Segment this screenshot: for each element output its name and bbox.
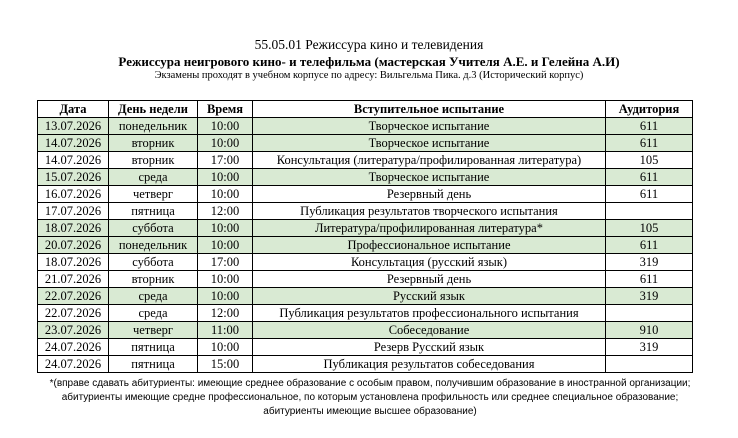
- cell-time: 10:00: [198, 237, 253, 254]
- schedule-table: [37, 100, 693, 373]
- schedule-body: [38, 118, 693, 373]
- cell-date: 18.07.2026: [38, 254, 109, 271]
- cell-time: 12:00: [198, 203, 253, 220]
- table-row: [38, 186, 693, 203]
- cell-room: [606, 356, 693, 373]
- table-row: [38, 203, 693, 220]
- cell-weekday: вторник: [109, 271, 198, 288]
- table-row: [38, 135, 693, 152]
- table-row: [38, 169, 693, 186]
- cell-weekday: среда: [109, 169, 198, 186]
- cell-exam: Резервный день: [253, 186, 606, 203]
- cell-weekday: суббота: [109, 220, 198, 237]
- table-row: [38, 220, 693, 237]
- table-header-row: [38, 101, 693, 118]
- column-header-time: Время: [198, 101, 253, 118]
- cell-room: 611: [606, 169, 693, 186]
- cell-date: 22.07.2026: [38, 288, 109, 305]
- cell-weekday: среда: [109, 305, 198, 322]
- column-header-room: Аудитория: [606, 101, 693, 118]
- cell-weekday: вторник: [109, 135, 198, 152]
- table-row: [38, 118, 693, 135]
- cell-exam: Консультация (литература/профилированная литература): [253, 152, 606, 169]
- cell-date: 17.07.2026: [38, 203, 109, 220]
- cell-time: 15:00: [198, 356, 253, 373]
- cell-date: 13.07.2026: [38, 118, 109, 135]
- cell-exam: Творческое испытание: [253, 118, 606, 135]
- cell-weekday: среда: [109, 288, 198, 305]
- table-row: [38, 339, 693, 356]
- cell-weekday: пятница: [109, 339, 198, 356]
- cell-time: 10:00: [198, 271, 253, 288]
- cell-time: 10:00: [198, 288, 253, 305]
- cell-exam: Резервный день: [253, 271, 606, 288]
- table-row: [38, 152, 693, 169]
- cell-date: 18.07.2026: [38, 220, 109, 237]
- cell-time: 10:00: [198, 220, 253, 237]
- cell-room: 319: [606, 288, 693, 305]
- cell-time: 10:00: [198, 169, 253, 186]
- cell-exam: Консультация (русский язык): [253, 254, 606, 271]
- cell-exam: Профессиональное испытание: [253, 237, 606, 254]
- cell-date: 14.07.2026: [38, 135, 109, 152]
- cell-time: 11:00: [198, 322, 253, 339]
- cell-time: 10:00: [198, 339, 253, 356]
- program-code-title: 55.05.01 Режиссура кино и телевидения: [254, 37, 484, 52]
- cell-exam: Литература/профилированная литература*: [253, 220, 606, 237]
- cell-exam: Публикация результатов собеседования: [253, 356, 606, 373]
- cell-weekday: понедельник: [109, 118, 198, 135]
- cell-date: 24.07.2026: [38, 356, 109, 373]
- cell-weekday: понедельник: [109, 237, 198, 254]
- footnote: *(вправе сдавать абитуриенты: имеющие среднее образование с особым правом, получившим образование в иностранной организации; абитуриенты имеющие средне профессиональное, по которым установлена профильность или среднее специальное образование; абитуриенты имеющие высшее образование): [49, 378, 691, 417]
- cell-date: 16.07.2026: [38, 186, 109, 203]
- cell-exam: Творческое испытание: [253, 169, 606, 186]
- cell-room: 105: [606, 220, 693, 237]
- table-row: [38, 271, 693, 288]
- cell-time: 17:00: [198, 152, 253, 169]
- cell-time: 17:00: [198, 254, 253, 271]
- cell-exam: Публикация результатов профессионального испытания: [253, 305, 606, 322]
- cell-date: 14.07.2026: [38, 152, 109, 169]
- cell-weekday: вторник: [109, 152, 198, 169]
- cell-exam: Творческое испытание: [253, 135, 606, 152]
- cell-room: 611: [606, 135, 693, 152]
- table-row: [38, 254, 693, 271]
- cell-date: 21.07.2026: [38, 271, 109, 288]
- cell-time: 12:00: [198, 305, 253, 322]
- column-header-date: Дата: [38, 101, 109, 118]
- cell-date: 15.07.2026: [38, 169, 109, 186]
- cell-date: 23.07.2026: [38, 322, 109, 339]
- cell-weekday: четверг: [109, 322, 198, 339]
- cell-exam: Публикация результатов творческого испытания: [253, 203, 606, 220]
- cell-time: 10:00: [198, 118, 253, 135]
- cell-room: [606, 305, 693, 322]
- cell-date: 22.07.2026: [38, 305, 109, 322]
- cell-exam: Собеседование: [253, 322, 606, 339]
- cell-room: [606, 203, 693, 220]
- table-row: [38, 305, 693, 322]
- cell-room: 105: [606, 152, 693, 169]
- cell-room: 910: [606, 322, 693, 339]
- cell-date: 24.07.2026: [38, 339, 109, 356]
- workshop-title: Режиссура неигрового кино- и телефильма (мастерская Учителя А.Е. и Гелейна А.И): [118, 54, 620, 69]
- column-header-exam: Вступительное испытание: [253, 101, 606, 118]
- cell-exam: Русский язык: [253, 288, 606, 305]
- cell-room: 611: [606, 118, 693, 135]
- column-header-weekday: День недели: [109, 101, 198, 118]
- table-row: [38, 322, 693, 339]
- cell-weekday: пятница: [109, 203, 198, 220]
- table-row: [38, 356, 693, 373]
- cell-weekday: суббота: [109, 254, 198, 271]
- cell-room: 319: [606, 339, 693, 356]
- cell-time: 10:00: [198, 186, 253, 203]
- cell-room: 611: [606, 186, 693, 203]
- exam-address: Экзамены проходят в учебном корпусе по адресу: Вильгельма Пика. д.3 (Исторический корпус): [154, 70, 584, 81]
- cell-date: 20.07.2026: [38, 237, 109, 254]
- cell-exam: Резерв Русский язык: [253, 339, 606, 356]
- table-row: [38, 288, 693, 305]
- cell-weekday: четверг: [109, 186, 198, 203]
- cell-time: 10:00: [198, 135, 253, 152]
- cell-room: 611: [606, 237, 693, 254]
- cell-room: 611: [606, 271, 693, 288]
- cell-room: 319: [606, 254, 693, 271]
- table-row: [38, 237, 693, 254]
- cell-weekday: пятница: [109, 356, 198, 373]
